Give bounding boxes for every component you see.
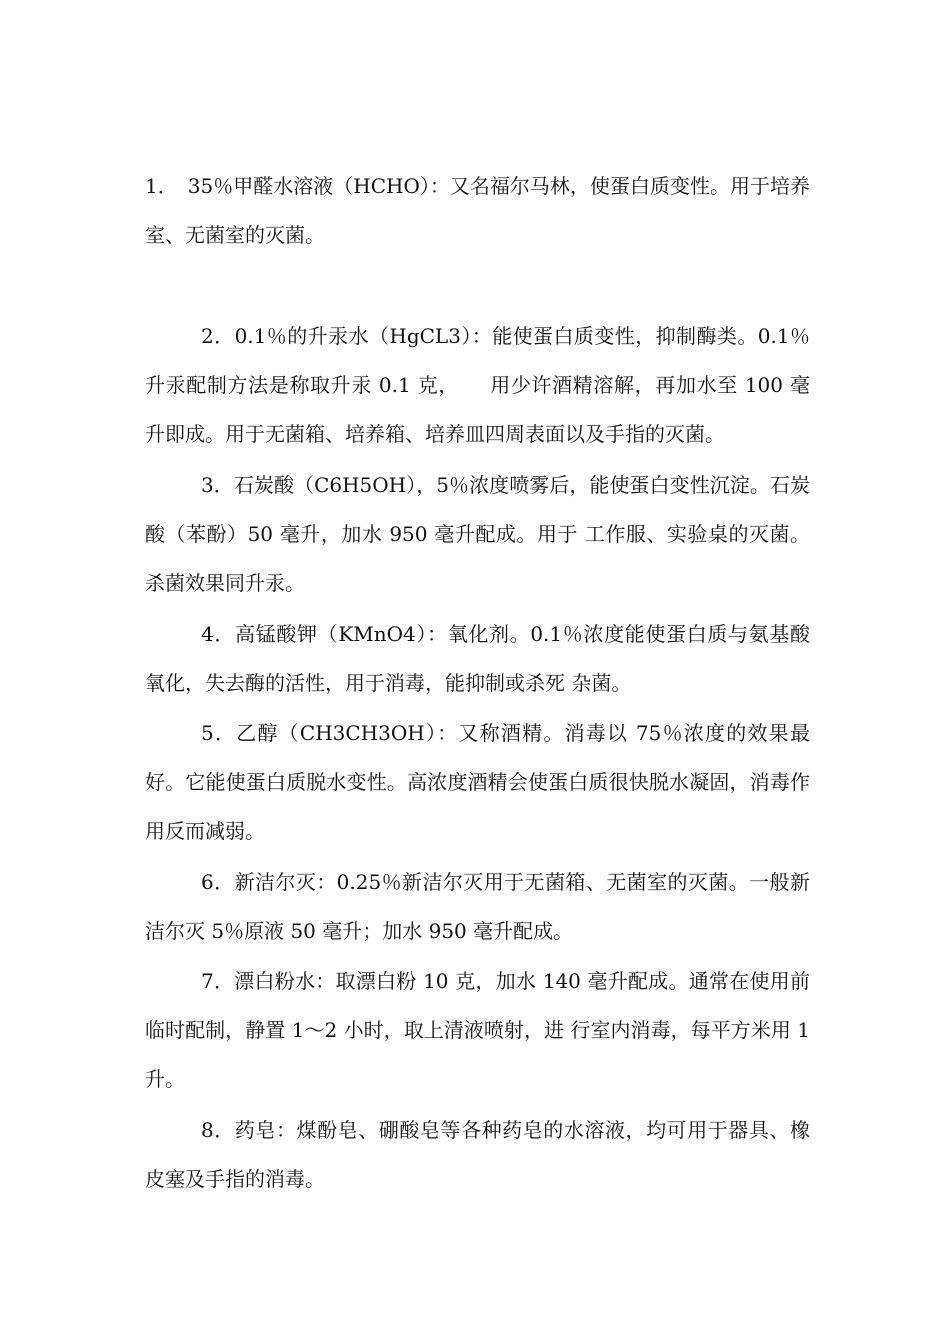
item-text: 药皂：煤酚皂、硼酸皂等各种药皂的水溶液，均可用于器具、橡皮塞及手指的消毒。 bbox=[145, 1118, 811, 1191]
item-text: 漂白粉水：取漂白粉 10 克，加水 140 毫升配成。通常在使用前临时配制，静置 1～2 小时，取上清液喷射，进 行室内消毒，每平方米用 1 升。 bbox=[145, 969, 810, 1091]
list-item bbox=[145, 858, 810, 956]
item-text: 高锰酸钾（KMnO4）：氧化剂。0.1％浓度能使蛋白质与氨基酸氧化，失去酶的活性，用于消毒，能抑制或杀死 杂菌。 bbox=[145, 622, 810, 695]
item-number: 5． bbox=[201, 721, 237, 745]
list-item bbox=[145, 162, 810, 260]
item-number: 3． bbox=[201, 473, 234, 497]
item-text: 0.1％的升汞水（HgCL3）：能使蛋白质变性，抑制酶类。0.1％升汞配制方法是称取升汞 0.1 克， 用少许酒精溶解，再加水至 100 毫升即成。用于无菌箱、培养箱、培养皿四周表面以及手指的灭菌。 bbox=[145, 324, 810, 446]
list-item bbox=[145, 957, 810, 1104]
item-number: 6． bbox=[201, 870, 235, 894]
item-text: 乙醇（CH3CH3OH）：又称酒精。消毒以 75％浓度的效果最好。它能使蛋白质脱水变性。高浓度酒精会使蛋白质很快脱水凝固，消毒作用反而减弱。 bbox=[145, 721, 810, 843]
list-item bbox=[145, 312, 810, 459]
list-item bbox=[145, 1106, 810, 1204]
item-number: 8． bbox=[201, 1118, 235, 1142]
list-item bbox=[145, 709, 810, 856]
list-item bbox=[145, 610, 810, 708]
list-item bbox=[145, 461, 810, 608]
item-number: 1． bbox=[145, 174, 168, 198]
item-text: 石炭酸（C6H5OH），5％浓度喷雾后，能使蛋白变性沉淀。石炭酸（苯酚）50 毫升，加水 950 毫升配成。用于 工作服、实验桌的灭菌。杀菌效果同升汞。 bbox=[145, 473, 810, 595]
item-number: 2． bbox=[201, 324, 235, 348]
item-text: 35％甲醛水溶液（HCHO）：又名福尔马林，使蛋白质变性。用于培养室、无菌室的灭菌。 bbox=[145, 174, 811, 247]
item-text: 新洁尔灭：0.25％新洁尔灭用于无菌箱、无菌室的灭菌。一般新洁尔灭 5％原液 50 毫升；加水 950 毫升配成。 bbox=[145, 870, 811, 943]
item-number: 7． bbox=[201, 969, 235, 993]
item-number: 4． bbox=[201, 622, 236, 646]
